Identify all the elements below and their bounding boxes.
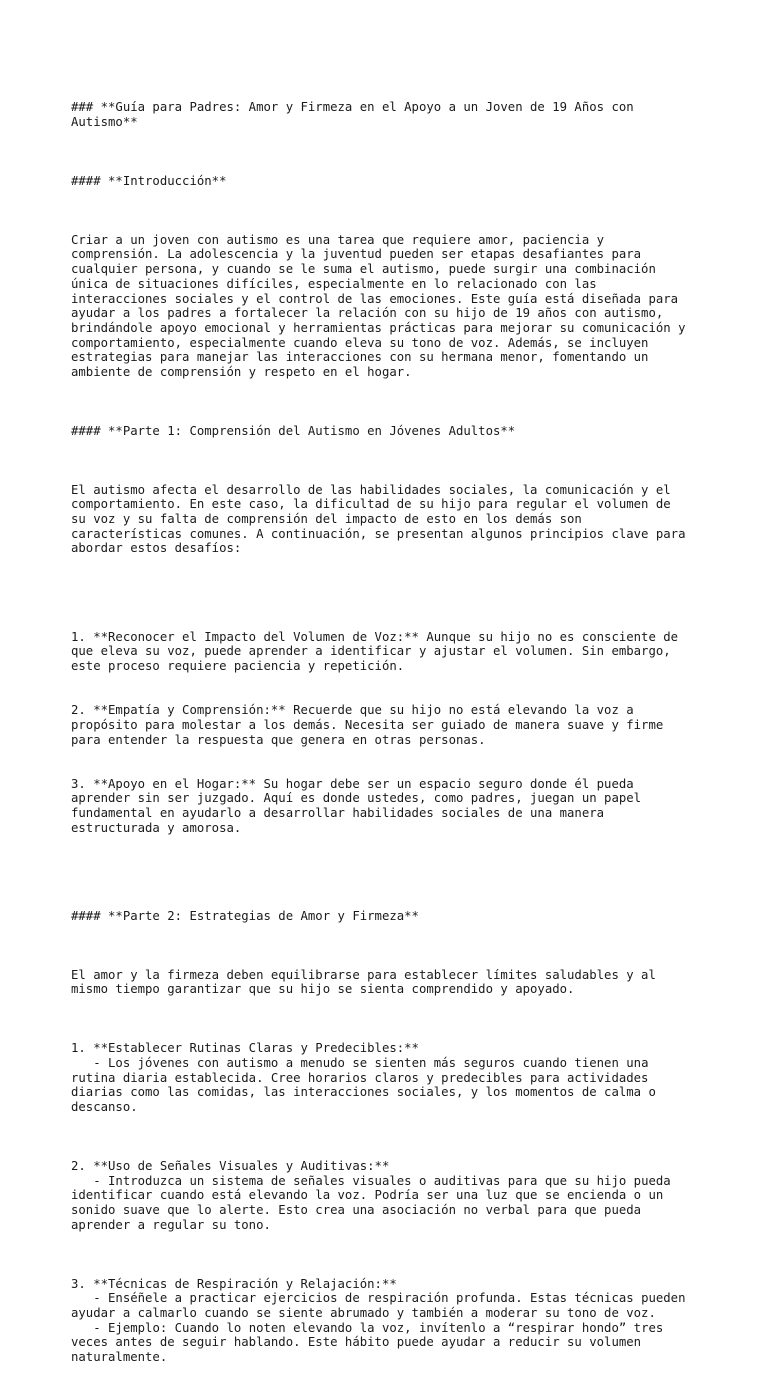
intro-heading: #### **Introducción**: [71, 173, 227, 188]
list-item: 1. **Establecer Rutinas Claras y Predecibles:** - Los jóvenes con autismo a menudo se sienten más seguros cuando tienen una rutina diaria establecida. Cree horarios claros y predecibles para actividades diarias como las comidas, las interacciones sociales, y los momentos de calma o descanso.: [71, 1041, 656, 1115]
part2-heading: #### **Parte 2: Estrategias de Amor y Firmeza**: [71, 908, 419, 923]
part1-paragraph: El autismo afecta el desarrollo de las habilidades sociales, la comunicación y el comportamiento. En este caso, la dificultad de su hijo para regular el volumen de su voz y su falta de comprensión del impacto de esto en los demás son características comunes. A continuación, se presentan algunos principios clave para abordar estos desafíos:: [71, 482, 686, 556]
document-page: [71, 71, 711, 1379]
part1-heading: #### **Parte 1: Comprensión del Autismo en Jóvenes Adultos**: [71, 423, 516, 438]
list-item: 2. **Uso de Señales Visuales y Auditivas:** - Introduzca un sistema de señales visuales o auditivas para que su hijo pueda identificar cuando está elevando la voz. Podría ser una luz que se encienda o un sonido suave que lo alerte. Esto crea una asociación no verbal para que pueda aprender a regular su tono.: [71, 1158, 671, 1232]
document-title: ### **Guía para Padres: Amor y Firmeza en el Apoyo a un Joven de 19 Años con Autismo**: [71, 100, 634, 130]
list-item: 3. **Apoyo en el Hogar:** Su hogar debe ser un espacio seguro donde él pueda aprender sin ser juzgado. Aquí es donde ustedes, como padres, juegan un papel fundamental en ayudarlo a desarrollar habilidades sociales de una manera estructurada y amorosa.: [71, 776, 642, 835]
list-item: 3. **Técnicas de Respiración y Relajación:** - Enséñele a practicar ejercicios de respiración profunda. Estas técnicas pueden ayudar a calmarlo cuando se siente abrumado y también a moderar su tono de voz. - Ejemplo: Cuando lo noten elevando la voz, invítenlo a “respirar hondo” tres veces antes de seguir hablando. Este hábito puede ayudar a reducir su volumen naturalmente.: [71, 1276, 686, 1365]
list-item: 1. **Reconocer el Impacto del Volumen de Voz:** Aunque su hijo no es consciente de que eleva su voz, puede aprender a identificar y ajustar el volumen. Sin embargo, este proceso requiere paciencia y repetición.: [71, 629, 679, 674]
part1-list: [71, 600, 711, 865]
part2-paragraph: El amor y la firmeza deben equilibrarse para establecer límites saludables y al mismo tiempo garantizar que su hijo se sienta comprendido y apoyado.: [71, 967, 656, 997]
intro-paragraph: Criar a un joven con autismo es una tarea que requiere amor, paciencia y comprensión. La adolescencia y la juventud pueden ser etapas desafiantes para cualquier persona, y cuando se le suma el autismo, puede surgir una combinación única de situaciones difíciles, especialmente en lo relacionado con las interacciones sociales y el control de las emociones. Este guía está diseñada para ayudar a los padres a fortalecer la relación con su hijo de 19 años con autismo, brindándole apoyo emocional y herramientas prácticas para mejorar su comunicación y comportamiento, especialmente cuando eleva su tono de voz. Además, se incluyen estrategias para manejar las interacciones con su hermana menor, fomentando un ambiente de comprensión y respeto en el hogar.: [71, 232, 686, 380]
list-item: 2. **Empatía y Comprensión:** Recuerde que su hijo no está elevando la voz a propósito para molestar a los demás. Necesita ser guiado de manera suave y firme para entender la respuesta que genera en otras personas.: [71, 703, 664, 747]
